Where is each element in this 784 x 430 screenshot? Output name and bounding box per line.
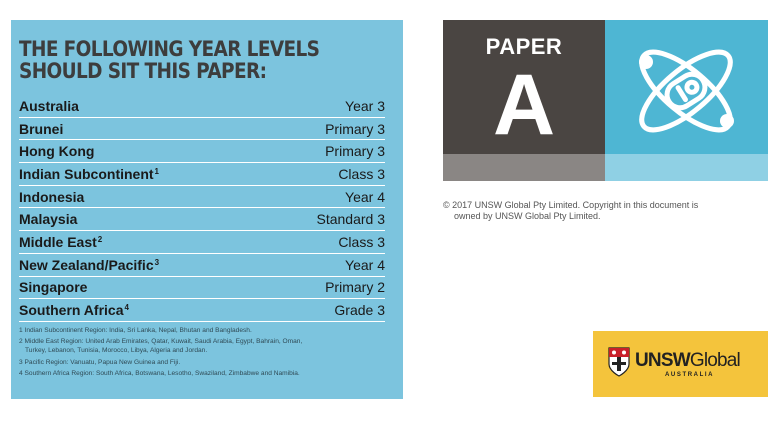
footnote-2-line-2: Turkey, Lebanon, Tunisia, Morocco, Libya, Algeria and Jordan. (25, 347, 208, 355)
country-name: Indonesia (19, 188, 85, 205)
paper-letter: A (492, 57, 556, 153)
crest-icon (608, 347, 630, 377)
year-level: Year 4 (345, 256, 385, 273)
table-row (19, 254, 385, 277)
footnote-2 (19, 337, 387, 355)
table-row (19, 118, 385, 141)
table-row (19, 299, 385, 322)
paper-label: PAPER (485, 34, 563, 59)
footnote-3: 3 Pacific Region: Vanuatu, Papua New Guinea and Fiji. (19, 358, 181, 366)
country-name: Singapore (19, 279, 88, 296)
panel-heading (19, 38, 345, 82)
table-row (19, 208, 385, 231)
country-name: Malaysia (19, 211, 78, 228)
footnote-2-line-1: 2 Middle East Region: United Arab Emirates, Qatar, Kuwait, Saudi Arabia, Egypt, Bahrain, Oman, (19, 338, 303, 346)
heading-line-1: THE FOLLOWING YEAR LEVELS (19, 37, 320, 61)
logo-subtitle: AUSTRALIA (665, 372, 715, 378)
footnote-marker: 3 (154, 257, 160, 267)
table-row (19, 140, 385, 163)
year-level: Primary 3 (325, 143, 385, 160)
country-name: Indian Subcontinent (19, 165, 154, 182)
country-name: Southern Africa (19, 302, 124, 319)
copyright-line-2: owned by UNSW Global Pty Limited. (454, 211, 601, 221)
footnotes (19, 326, 387, 380)
logo-name-rest: Global (689, 350, 740, 371)
paper-strip (443, 154, 605, 181)
footnote-4: 4 Southern Africa Region: South Africa, Botswana, Lesotho, Swaziland, Zimbabwe and Namibia. (19, 369, 300, 377)
country-name: Australia (19, 97, 79, 114)
table-row (19, 163, 385, 186)
icon-strip (605, 154, 768, 181)
year-level: Primary 2 (325, 279, 385, 296)
table-row (19, 277, 385, 300)
footnote-1: 1 Indian Subcontinent Region: India, Sri Lanka, Nepal, Bhutan and Bangladesh. (19, 327, 252, 334)
table-row (19, 95, 385, 118)
footnote-marker: 2 (97, 234, 103, 244)
year-level: Year 3 (345, 97, 385, 114)
country-name: Brunei (19, 120, 64, 137)
year-level: Grade 3 (334, 302, 385, 319)
year-level: Primary 3 (325, 120, 385, 137)
year-level: Class 3 (338, 165, 385, 182)
footnote-marker: 4 (124, 303, 129, 313)
logo-wordmark (635, 350, 740, 372)
table-row (19, 231, 385, 254)
logo-name-bold: UNSW (635, 350, 690, 371)
year-level: Standard 3 (316, 211, 385, 228)
paper-badge (443, 20, 605, 181)
year-level: Year 4 (345, 188, 385, 205)
footnote-marker: 1 (154, 166, 159, 176)
country-name: New Zealand/Pacific (19, 256, 154, 273)
atom-icon-panel (605, 20, 768, 181)
year-levels-panel (11, 20, 403, 399)
country-name: Middle East (19, 233, 97, 250)
year-level: Class 3 (338, 233, 385, 250)
copyright-line-1: © 2017 UNSW Global Pty Limited. Copyright in this document is (443, 200, 699, 210)
country-name: Hong Kong (19, 143, 95, 160)
year-levels-table (19, 95, 385, 322)
heading-line-2: SHOULD SIT THIS PAPER: (19, 59, 267, 83)
table-row (19, 186, 385, 209)
copyright-notice (443, 200, 763, 222)
unsw-global-logo (593, 331, 768, 397)
